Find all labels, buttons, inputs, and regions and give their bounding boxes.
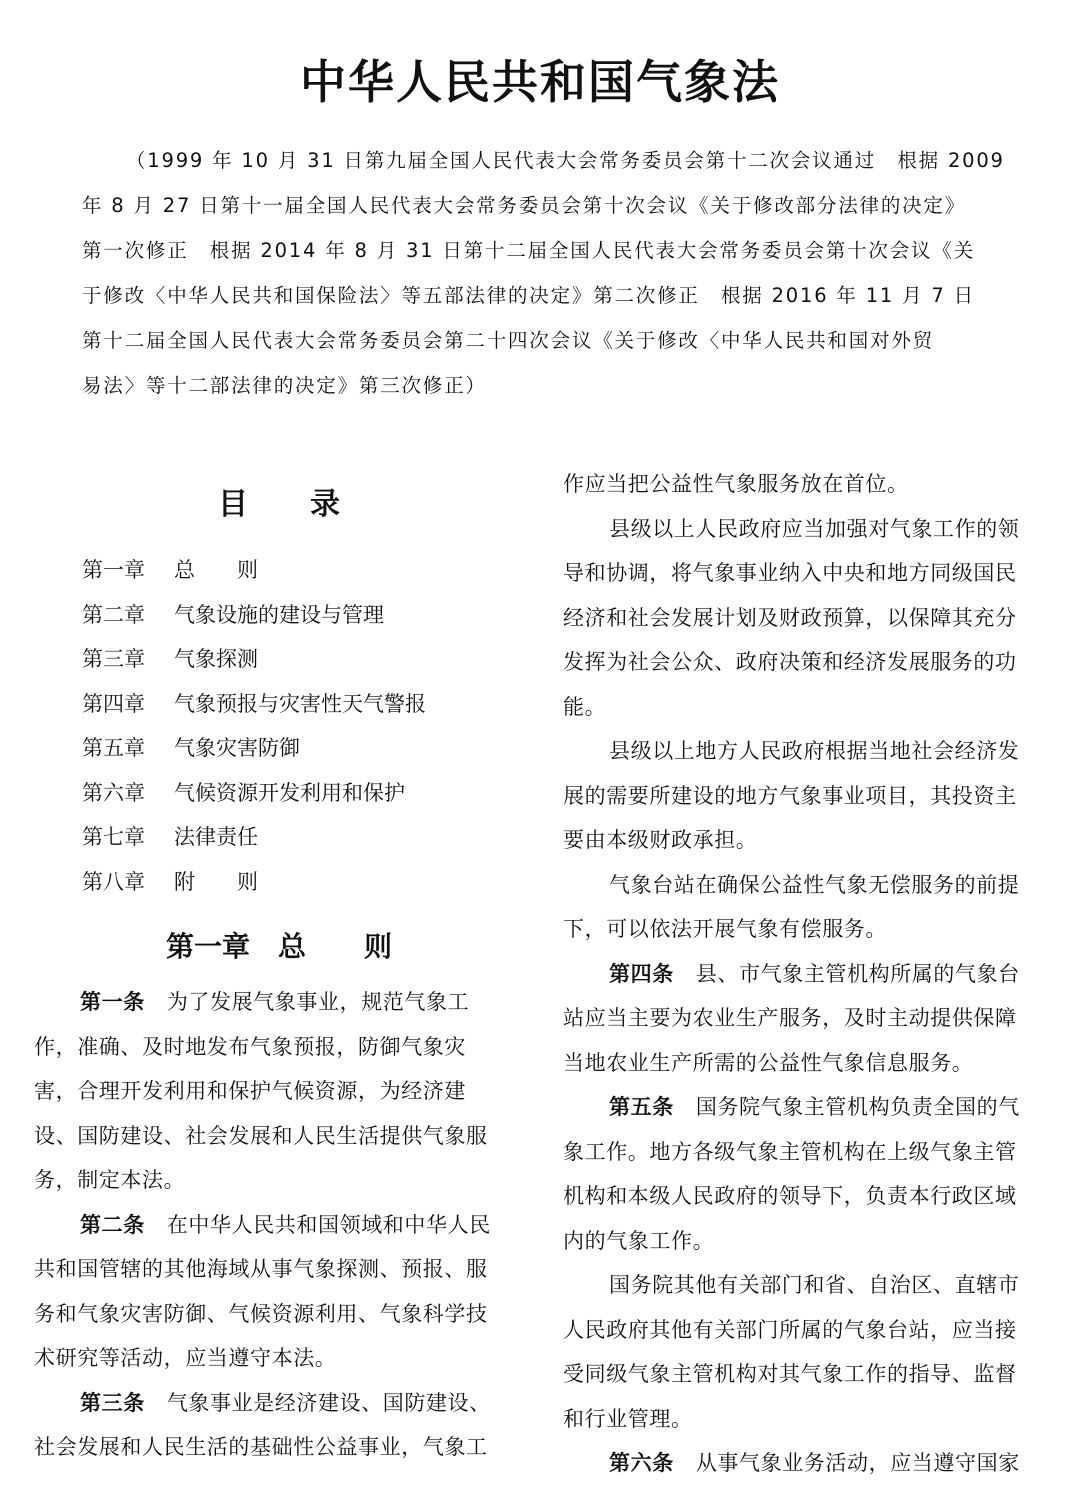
article-label: 第六条 [609,1451,674,1475]
paragraph-line: 能。 [563,694,607,719]
article-line [563,1441,1048,1486]
article-line: 当地农业生产所需的公益性气象信息服务。 [563,1050,974,1075]
toc-chapter: 第二章 [82,602,145,627]
toc-chapter-name: 总 则 [174,558,258,582]
toc-chapter-name: 附 则 [174,869,258,894]
article-line: 机构和本级人民政府的领导下，负责本行政区域 [563,1184,1017,1208]
toc-chapter: 第三章 [82,647,145,671]
document-title: 中华人民共和国气象法 [300,55,780,109]
toc-item [34,815,524,860]
article-line [34,1203,524,1248]
preamble-line: 第十二届全国人民代表大会常务委员会第二十四次会议《关于修改〈中华人民共和国对外贸 [82,329,935,352]
toc-title [34,474,524,536]
paragraph-line: 展的需要所建设的地方气象事业项目，其投资主 [563,783,1017,808]
article-line: 站应当主要为农业生产服务，及时主动提供保障 [563,1006,1017,1030]
toc-chapter: 第七章 [82,825,145,849]
toc-chapter-name: 气候资源开发利用和保护 [174,780,405,805]
preamble-line: 第一次修正 根据 2014 年 8 月 31 日第十二届全国人民代表大会常务委员会第十次会议《关 [82,239,975,262]
article-text: 为了发展气象事业，规范气象工 [166,990,470,1014]
article-label: 第三条 [80,1390,145,1415]
article-line: 共和国管辖的其他海域从事气象探测、预报、服 [34,1257,488,1281]
right-column [563,462,1048,1486]
article [563,952,1048,1086]
toc-chapter: 第四章 [82,691,145,716]
toc-list [34,548,524,904]
paragraph [563,1263,1048,1441]
left-column [34,466,524,1470]
toc-chapter-name: 气象预报与灾害性天气警报 [174,691,426,716]
paragraph [563,729,1048,863]
article-line: 社会发展和人民生活的基础性公益事业，气象工 [34,1435,488,1459]
paragraph-line: 发挥为社会公众、政府决策和经济发展服务的功 [563,650,1017,674]
article-line: 务，制定本法。 [34,1168,186,1192]
toc-chapter: 第八章 [82,869,145,894]
article-line [34,980,524,1025]
article [563,1085,1048,1263]
toc-chapter-name: 法律责任 [174,825,258,849]
article-line: 象工作。地方各级气象主管机构在上级气象主管 [563,1139,1017,1164]
toc-chapter-name: 气象探测 [174,647,258,671]
preamble-line: 于修改〈中华人民共和国保险法〉等五部法律的决定》第二次修正 根据 2016 年 11 月 7 日 [82,284,975,307]
article-text: 气象事业是经济建设、国防建设、 [166,1390,491,1415]
paragraph-line: 县级以上地方人民政府根据当地社会经济发 [609,739,1020,763]
article [34,1203,524,1381]
toc-title-right: 录 [310,487,340,522]
toc-chapter-name: 气象灾害防御 [174,736,300,760]
toc-item [34,726,524,771]
article-text: 县、市气象主管机构所属的气象台 [695,961,1020,986]
article [34,1381,524,1470]
toc-item [34,682,524,727]
paragraph [563,462,1048,507]
article-label: 第四条 [609,961,674,986]
article-label: 第五条 [609,1095,674,1119]
toc-item [34,860,524,905]
paragraph-line: 要由本级财政承担。 [563,828,758,852]
paragraph-line: 作应当把公益性气象服务放在首位。 [563,472,909,496]
preamble-line: 年 8 月 27 日第十一届全国人民代表大会常务委员会第十次会议《关于修改部分法律的决定》 [82,194,967,217]
paragraph-line: 和行业管理。 [563,1406,693,1431]
chapter-heading [34,916,524,978]
paragraph [563,863,1048,952]
paragraph-line: 下，可以依法开展气象有偿服务。 [563,917,887,941]
paragraph-line: 国务院其他有关部门和省、自治区、直辖市 [609,1273,1020,1297]
paragraph-line: 人民政府其他有关部门所属的气象台站，应当接 [563,1317,1017,1342]
article-text: 国务院气象主管机构负责全国的气 [695,1095,1020,1119]
preamble [82,138,1005,408]
article-line: 害，合理开发利用和保护气候资源，为经济建 [34,1079,466,1103]
toc-title-left: 目 [218,487,248,522]
toc-item [34,637,524,682]
toc-chapter: 第五章 [82,736,145,760]
preamble-line: 易法〉等十二部法律的决定》第三次修正） [82,374,487,397]
article-label: 第一条 [80,990,145,1014]
article-text: 在中华人民共和国领域和中华人民 [166,1212,491,1237]
chapter-word-1: 总 [277,930,306,963]
article [34,980,524,1203]
article-line [563,1085,1048,1130]
toc-chapter: 第一章 [82,558,145,582]
article-line: 内的气象工作。 [563,1228,715,1253]
article [563,1441,1048,1486]
paragraph-line: 气象台站在确保公益性气象无偿服务的前提 [609,872,1020,897]
article-label: 第二条 [80,1212,145,1237]
chapter-word-2: 则 [364,930,393,963]
toc-item [34,771,524,816]
toc-item [34,548,524,593]
toc-chapter: 第六章 [82,780,145,805]
article-line: 设、国防建设、社会发展和人民生活提供气象服 [34,1123,488,1148]
chapter-number: 第一章 [165,930,250,963]
paragraph-line: 导和协调，将气象事业纳入中央和地方同级国民 [563,561,1017,585]
toc-item [34,593,524,638]
article-line: 作，准确、及时地发布气象预报，防御气象灾 [34,1034,466,1059]
paragraph [563,507,1048,730]
article-line: 务和气象灾害防御、气候资源利用、气象科学技 [34,1301,488,1326]
paragraph-line: 受同级气象主管机构对其气象工作的指导、监督 [563,1362,1017,1386]
article-text: 从事气象业务活动，应当遵守国家 [695,1451,1020,1475]
toc-chapter-name: 气象设施的建设与管理 [174,602,384,627]
preamble-line: （1999 年 10 月 31 日第九届全国人民代表大会常务委员会第十二次会议通过 根据 2009 [126,149,1005,172]
paragraph-line: 经济和社会发展计划及财政预算，以保障其充分 [563,605,1017,630]
article-line [34,1381,524,1426]
paragraph-line: 县级以上人民政府应当加强对气象工作的领 [609,516,1020,541]
article-line: 术研究等活动，应当遵守本法。 [34,1346,337,1370]
article-line [563,952,1048,997]
